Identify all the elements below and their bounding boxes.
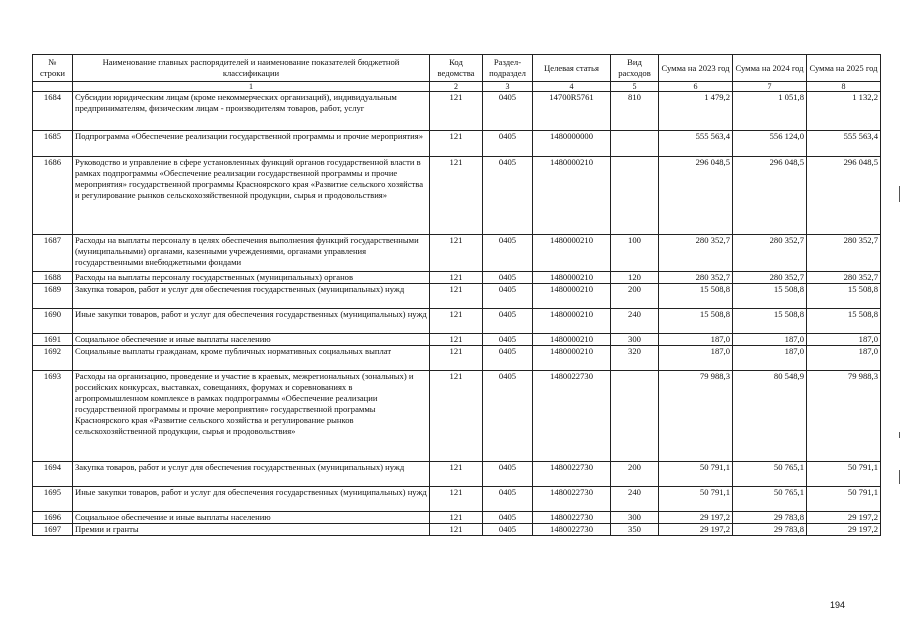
sum-2025-cell: 187,0 [807,334,881,346]
expense-type-cell: 120 [611,272,659,284]
table-row [33,309,881,334]
dept-code-cell: 121 [430,462,483,487]
row-name-cell: Социальное обеспечение и иные выплаты населению [73,334,430,346]
sum-2024-cell: 50 765,1 [733,462,807,487]
sum-2025-cell: 555 563,4 [807,131,881,157]
target-article-cell: 1480000210 [533,309,611,334]
target-article-cell: 1480000210 [533,334,611,346]
row-name-cell: Социальное обеспечение и иные выплаты населению [73,512,430,524]
section-cell: 0405 [483,309,533,334]
budget-table [32,54,881,536]
table-row [33,92,881,131]
row-number-cell: 1687 [33,235,73,272]
table-row [33,131,881,157]
target-article-cell: 1480000210 [533,284,611,309]
table-row [33,334,881,346]
sum-2024-cell: 50 765,1 [733,487,807,512]
dept-code-cell: 121 [430,334,483,346]
dept-code-cell: 121 [430,235,483,272]
sum-2023-cell: 555 563,4 [659,131,733,157]
dept-code-cell: 121 [430,272,483,284]
row-number-cell: 1691 [33,334,73,346]
row-number-cell: 1690 [33,309,73,334]
sum-2024-cell: 80 548,9 [733,371,807,462]
column-number: 2 [430,82,483,92]
dept-code-cell: 121 [430,346,483,371]
header-sum-2024: Сумма на 2024 год [733,55,807,82]
column-number-row [33,82,881,92]
target-article-cell: 1480022730 [533,524,611,536]
sum-2023-cell: 15 508,8 [659,284,733,309]
expense-type-cell: 300 [611,334,659,346]
sum-2023-cell: 50 791,1 [659,487,733,512]
expense-type-cell [611,371,659,462]
target-article-cell: 1480000210 [533,157,611,235]
section-cell: 0405 [483,131,533,157]
table-row [33,272,881,284]
sum-2024-cell: 1 051,8 [733,92,807,131]
column-number: 8 [807,82,881,92]
dept-code-cell: 121 [430,524,483,536]
column-number: 4 [533,82,611,92]
row-number-cell: 1689 [33,284,73,309]
target-article-cell: 1480022730 [533,371,611,462]
sum-2025-cell: 280 352,7 [807,235,881,272]
column-number: 7 [733,82,807,92]
row-name-cell: Премии и гранты [73,524,430,536]
row-name-cell: Закупка товаров, работ и услуг для обеспечения государственных (муниципальных) нужд [73,284,430,309]
column-number: 5 [611,82,659,92]
sum-2024-cell: 29 783,8 [733,512,807,524]
header-sum-2023: Сумма на 2023 год [659,55,733,82]
sum-2025-cell: 15 508,8 [807,284,881,309]
section-cell: 0405 [483,235,533,272]
table-row [33,524,881,536]
row-name-cell: Расходы на выплаты персоналу государственных (муниципальных) органов [73,272,430,284]
header-row [33,55,881,82]
sum-2023-cell: 50 791,1 [659,462,733,487]
section-cell: 0405 [483,157,533,235]
row-name-cell: Социальные выплаты гражданам, кроме публичных нормативных социальных выплат [73,346,430,371]
column-number: 1 [73,82,430,92]
column-number: 3 [483,82,533,92]
table-row [33,487,881,512]
row-name-cell: Закупка товаров, работ и услуг для обеспечения государственных (муниципальных) нужд [73,462,430,487]
target-article-cell: 1480000210 [533,346,611,371]
table-row [33,284,881,309]
row-name-cell: Руководство и управление в сфере установленных функций органов государственной власти в рамках подпрограммы «Обеспечение реализации государственной программы и прочие мероприятия» государственной программы Красноярского края «Развитие сельского хозяйства и регулирование рынков сельскохозяйственной продукции, сырья и продовольствия» [73,157,430,235]
sum-2024-cell: 15 508,8 [733,309,807,334]
expense-type-cell: 200 [611,284,659,309]
section-cell: 0405 [483,346,533,371]
sum-2025-cell: 1 132,2 [807,92,881,131]
sum-2025-cell: 29 197,2 [807,524,881,536]
sum-2023-cell: 187,0 [659,334,733,346]
dept-code-cell: 121 [430,157,483,235]
sum-2024-cell: 280 352,7 [733,272,807,284]
sum-2023-cell: 1 479,2 [659,92,733,131]
header-expense-type: Вид расходов [611,55,659,82]
dept-code-cell: 121 [430,512,483,524]
expense-type-cell [611,131,659,157]
header-dept-code: Код ведомства [430,55,483,82]
scan-edge-mark [899,470,900,484]
scan-edge-mark [899,186,900,202]
table-row [33,512,881,524]
section-cell: 0405 [483,524,533,536]
sum-2024-cell: 187,0 [733,346,807,371]
sum-2025-cell: 79 988,3 [807,371,881,462]
scan-edge-mark [899,432,900,438]
table-row [33,462,881,487]
section-cell: 0405 [483,462,533,487]
column-number [33,82,73,92]
expense-type-cell: 240 [611,487,659,512]
row-number-cell: 1696 [33,512,73,524]
sum-2025-cell: 29 197,2 [807,512,881,524]
target-article-cell: 1480022730 [533,487,611,512]
sum-2023-cell: 29 197,2 [659,512,733,524]
sum-2024-cell: 556 124,0 [733,131,807,157]
sum-2025-cell: 280 352,7 [807,272,881,284]
sum-2025-cell: 187,0 [807,346,881,371]
table-row [33,157,881,235]
sum-2024-cell: 296 048,5 [733,157,807,235]
row-name-cell: Иные закупки товаров, работ и услуг для обеспечения государственных (муниципальных) нужд [73,487,430,512]
target-article-cell: 1480022730 [533,462,611,487]
sum-2023-cell: 296 048,5 [659,157,733,235]
row-name-cell: Расходы на выплаты персоналу в целях обеспечения выполнения функций государственными (муниципальными) органами, казенными учреждениями, органами управления государственными внебюджетными фондами [73,235,430,272]
table-row [33,371,881,462]
section-cell: 0405 [483,334,533,346]
row-number-cell: 1694 [33,462,73,487]
section-cell: 0405 [483,284,533,309]
row-number-cell: 1688 [33,272,73,284]
row-number-cell: 1693 [33,371,73,462]
dept-code-cell: 121 [430,92,483,131]
section-cell: 0405 [483,371,533,462]
column-number: 6 [659,82,733,92]
dept-code-cell: 121 [430,487,483,512]
section-cell: 0405 [483,487,533,512]
target-article-cell: 1480022730 [533,512,611,524]
row-name-cell: Субсидии юридическим лицам (кроме некоммерческих организаций), индивидуальным предпринимателям, физическим лицам - производителям товаров, работ, услуг [73,92,430,131]
row-number-cell: 1695 [33,487,73,512]
header-row-number: № строки [33,55,73,82]
sum-2025-cell: 15 508,8 [807,309,881,334]
page-number: 194 [830,600,846,610]
sum-2025-cell: 50 791,1 [807,487,881,512]
sum-2023-cell: 280 352,7 [659,235,733,272]
row-number-cell: 1697 [33,524,73,536]
sum-2024-cell: 187,0 [733,334,807,346]
expense-type-cell: 240 [611,309,659,334]
row-number-cell: 1686 [33,157,73,235]
table-row [33,235,881,272]
expense-type-cell: 320 [611,346,659,371]
expense-type-cell: 300 [611,512,659,524]
section-cell: 0405 [483,512,533,524]
expense-type-cell: 350 [611,524,659,536]
expense-type-cell: 200 [611,462,659,487]
sum-2023-cell: 15 508,8 [659,309,733,334]
sum-2024-cell: 15 508,8 [733,284,807,309]
dept-code-cell: 121 [430,284,483,309]
sum-2023-cell: 79 988,3 [659,371,733,462]
row-name-cell: Подпрограмма «Обеспечение реализации государственной программы и прочие мероприятия» [73,131,430,157]
sum-2023-cell: 280 352,7 [659,272,733,284]
target-article-cell: 1480000000 [533,131,611,157]
row-name-cell: Расходы на организацию, проведение и участие в краевых, межрегиональных (зональных) и российских конкурсах, выставках, совещаниях, форумах и соревнованиях в агропромышленном комплексе в рамках подпрограммы «Обеспечение реализации государственной программы и прочие мероприятия» государственной программы Красноярского края «Развитие сельского хозяйства и регулирование рынков сельскохозяйственной продукции, сырья и продовольствия» [73,371,430,462]
row-number-cell: 1692 [33,346,73,371]
header-section: Раздел-подраздел [483,55,533,82]
target-article-cell: 1480000210 [533,272,611,284]
row-name-cell: Иные закупки товаров, работ и услуг для обеспечения государственных (муниципальных) нужд [73,309,430,334]
row-number-cell: 1684 [33,92,73,131]
sum-2024-cell: 29 783,8 [733,524,807,536]
target-article-cell: 1480000210 [533,235,611,272]
target-article-cell: 14700R5761 [533,92,611,131]
row-number-cell: 1685 [33,131,73,157]
sum-2024-cell: 280 352,7 [733,235,807,272]
header-sum-2025: Сумма на 2025 год [807,55,881,82]
sum-2023-cell: 187,0 [659,346,733,371]
expense-type-cell: 810 [611,92,659,131]
sum-2023-cell: 29 197,2 [659,524,733,536]
section-cell: 0405 [483,92,533,131]
sum-2025-cell: 296 048,5 [807,157,881,235]
table-row [33,346,881,371]
section-cell: 0405 [483,272,533,284]
sum-2025-cell: 50 791,1 [807,462,881,487]
header-target-article: Целевая статья [533,55,611,82]
dept-code-cell: 121 [430,371,483,462]
dept-code-cell: 121 [430,309,483,334]
expense-type-cell [611,157,659,235]
header-name: Наименование главных распорядителей и наименование показателей бюджетной классификации [73,55,430,82]
dept-code-cell: 121 [430,131,483,157]
expense-type-cell: 100 [611,235,659,272]
